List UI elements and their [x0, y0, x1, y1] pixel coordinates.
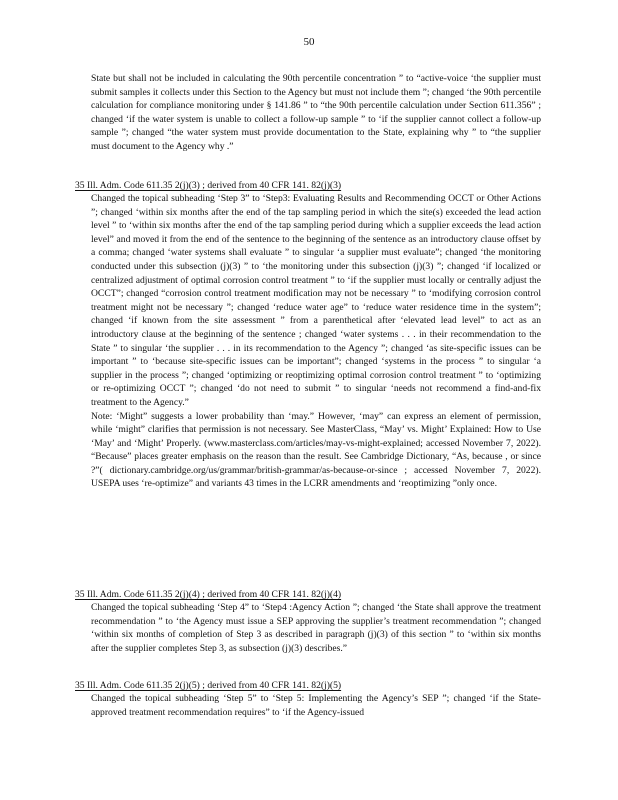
section-body-j3 — [91, 192, 541, 491]
section-heading-j5: 35 Ill. Adm. Code 611.35 2(j)(5) ; derived from 40 CFR 141. 82(j)(5) — [75, 680, 342, 691]
section-j4-paragraph-1: Changed the topical subheading ‘Step 4” to ‘Step4 :Agency Action ”; changed ‘the State shall approve the treatment recommendation ” to ‘the Agency must issue a SEP approving the supplier’s treatment recommendation ”; changed ‘within six months of completion of Step 3 as described in paragraph (j)(3) of this section ” to ‘within six months after the supplier completes Step 3, as subsection (j)(3) describes.” — [91, 602, 541, 654]
section-heading-j3: 35 Ill. Adm. Code 611.35 2(j)(3) ; derived from 40 CFR 141. 82(j)(3) — [75, 180, 342, 191]
section-j3-paragraph-1: Changed the topical subheading ‘Step 3” to ‘Step3: Evaluating Results and Recommending OCCT or Other Actions ”; changed ‘within six months after the end of the tap sampling period in which the site(s) exceeded the lead action level ” to ‘within six months after the end of the tap sampling period during which a supplier exceeds the lead action level” and moved it from the end of the sentence to the beginning of the sentence as an introductory clause offset by a comma; changed ‘water systems shall evaluate ” to singular ‘a supplier must evaluate”; changed ‘the monitoring conducted under this subsection (j)(3) ” to ‘the monitoring under this subsection (j)(3) ”; changed ‘if localized or centralized adjustment of optimal corrosion control treatment ” to ‘if the supplier must locally or centrally adjust the OCCT”; changed “corrosion control treatment modification may not be necessary ” to ‘modifying corrosion control treatment might not be necessary ”; changed ‘reduce water age” to ‘reduce water residence time in the system”; changed ‘if known from the site assessment ” from a parenthetical after ‘elevated lead level” to act as an introductory clause at the beginning of the sentence ; changed ‘water systems . . . in their recommendation to the State ” to singular ‘the supplier . . . in its recommendation to the Agency ”; changed ‘as site-specific issues can be important ” to ‘because site-specific issues can be important”; changed ‘systems in the process ” to singular ‘a supplier in the process ”; changed ‘optimizing or reoptimizing optimal corrosion control treatment ” to ‘optimizing or re-optimizing OCCT ”; changed ‘do not need to submit ” to singular ‘needs not recommend a find-and-fix treatment to the Agency.” — [91, 193, 541, 408]
section-heading-j4: 35 Ill. Adm. Code 611.35 2(j)(4) ; derived from 40 CFR 141. 82(j)(4) — [75, 589, 342, 600]
page-number: 50 — [303, 36, 315, 48]
section-body-j5 — [91, 692, 541, 719]
section-j3-note: Note: ‘Might” suggests a lower probability than ‘may.” However, ‘may” can express an element of permission, while ‘might” clarifies that permission is not necessary. See MasterClass, “May’ vs. Might’ Explained: How to Use ‘May’ and ‘Might’ Properly. (www.masterclass.com/articles/may-vs-might-explained; accessed November 7, 2022). “Because” places greater emphasis on the reason than the result. See Cambridge Dictionary, “As, because , or since ?”( dictionary.cambridge.org/us/grammar/british-grammar/as-because-or-since ; accessed November 7, 2022). USEPA uses ‘re-optimize” and variants 43 times in the LCRR amendments and ‘reoptimizing ”only once. — [91, 410, 541, 490]
intro-paragraph — [91, 72, 541, 154]
section-body-j4 — [91, 601, 541, 655]
intro-paragraph-text: State but shall not be included in calculating the 90th percentile concentration ” to “active-voice ‘the supplier must submit samples it collects under this Section to the Agency but must not include them ”; changed ‘the 90th percentile calculation for compliance monitoring under § 141.86 ” to “the 90th percentile calculation under Section 611.356” ; changed ‘if the water system is unable to collect a follow-up sample ” to ‘if the supplier cannot collect a follow-up sample ”; changed “the water system must provide documentation to the State, explaining why ” to “the supplier must document to the Agency why .” — [91, 73, 541, 152]
section-j5-paragraph-1: Changed the topical subheading ‘Step 5” to ‘Step 5: Implementing the Agency’s SEP ”; changed ‘if the State-approved treatment recommendation requires” to ‘if the Agency-issued — [91, 693, 541, 718]
